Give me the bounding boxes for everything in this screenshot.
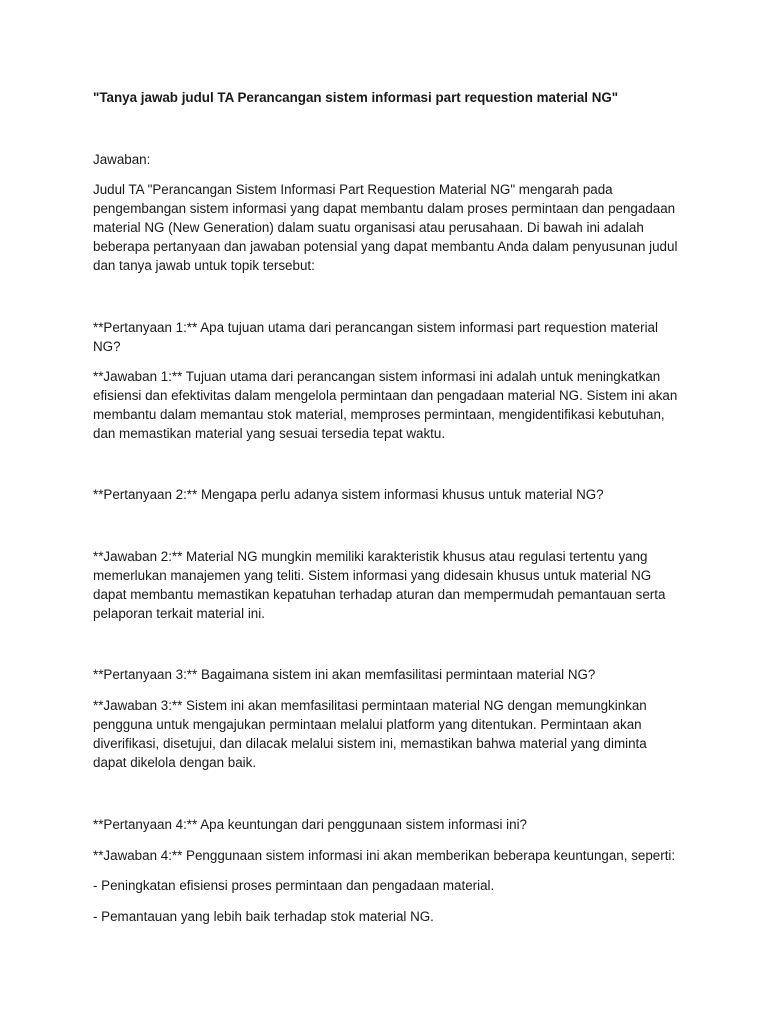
answer-label: Jawaban: [93,152,151,167]
intro-paragraph: Judul TA "Perancangan Sistem Informasi Part Requestion Material NG" mengarah pada pengembangan sistem informasi yang dapat membantu dalam proses permintaan dan pengadaan material NG (New Generation) dalam suatu organisasi atau perusahaan. Di bawah ini adalah beberapa pertanyaan dan jawaban potensial yang dapat membantu Anda dalam penyusunan judul dan tanya jawab untuk topik tersebut: [93,182,678,273]
question-4: **Pertanyaan 4:** Apa keuntungan dari penggunaan sistem informasi ini? [93,817,527,832]
answer-4: **Jawaban 4:** Penggunaan sistem informasi ini akan memberikan beberapa keuntungan, seperti: [93,848,676,863]
answer-1: **Jawaban 1:** Tujuan utama dari perancangan sistem informasi ini adalah untuk meningkatkan efisiensi dan efektivitas dalam mengelola permintaan dan pengadaan material NG. Sistem ini akan membantu dalam memantau stok material, memproses permintaan, mengidentifikasi kebutuhan, dan memastikan material yang sesuai tersedia tepat waktu. [93,369,678,441]
answer-2: **Jawaban 2:** Material NG mungkin memiliki karakteristik khusus atau regulasi tertentu yang memerlukan manajemen yang teliti. Sistem informasi yang didesain khusus untuk material NG dapat membantu memastikan kepatuhan terhadap aturan dan mempermudah pemantauan serta pelaporan terkait material ini. [93,549,666,621]
question-1: **Pertanyaan 1:** Apa tujuan utama dari perancangan sistem informasi part requestion material NG? [93,320,658,354]
document-title: "Tanya jawab judul TA Perancangan sistem informasi part requestion material NG" [93,90,619,105]
list-item: - Pemantauan yang lebih baik terhadap stok material NG. [93,909,434,924]
question-3: **Pertanyaan 3:** Bagaimana sistem ini akan memfasilitasi permintaan material NG? [93,667,596,682]
list-item: - Peningkatan efisiensi proses permintaan dan pengadaan material. [93,878,495,893]
answer-3: **Jawaban 3:** Sistem ini akan memfasilitasi permintaan material NG dengan memungkinkan pengguna untuk mengajukan permintaan melalui platform yang ditentukan. Permintaan akan diverifikasi, disetujui, dan dilacak melalui sistem ini, memastikan bahwa material yang diminta dapat dikelola dengan baik. [93,698,647,770]
question-2: **Pertanyaan 2:** Mengapa perlu adanya sistem informasi khusus untuk material NG? [93,487,604,502]
